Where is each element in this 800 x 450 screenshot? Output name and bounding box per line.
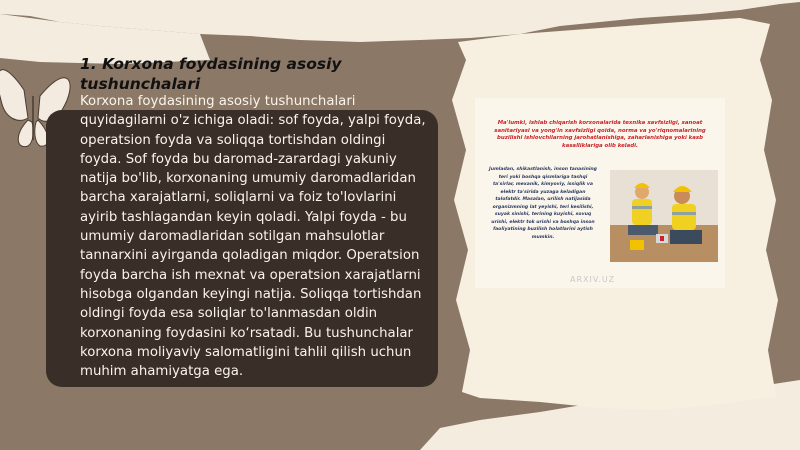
illustration-heading: Ma'lumki, ishlab chiqarish korxonalarida texnika xavfsizligi, sanoat sanitariyasi va yong'in xavfsizligi qoida, norma va yo'riqnomalarining buzilishi ishlovchilarning jarohatlanishiga, zaharlanishiga yoki kasb kasalliklariga olib keladi.: [494, 120, 706, 149]
illustration-body: Jumladan, shikastlanish, inson tanasining teri yoki boshqa qismlariga tashqi ta'sirlar, mexanik, kimyoviy, issiqlik va elektr ta'sirida yuzaga keladigan talofatdir. Masalan, urilish natijasida organizmning lat yeyishi, teri kesilishi, suyak sinishi, terining kuyishi, sovuq urishi, elektr tok urishi va boshqa inson faoliyatining buzilish holatlarini aytish mumkin.: [489, 167, 597, 240]
slide-title: 1. Korxona foydasining asosiy tushunchalari: [80, 55, 342, 93]
watermark: ARXIV.UZ: [570, 275, 616, 284]
safety-illustration: [475, 98, 725, 288]
injured-worker-image: [610, 170, 718, 262]
slide-body-text: Korxona foydasining asosiy tushunchalari quyidagilarni o'z ichiga oladi: sof foyda, yalpi foyda, operatsion foyda va soliqqa tortishdan oldingi foyda. Sof foyda bu daromad-zarardagi yakuniy natija bo'lib, korxonaning umumiy daromadlaridan barcha xarajatlarni, soliqlarni va foiz to'lovlarini ayirib tashlagandan keyin qoladi. Yalpi foyda - bu umumiy daromadlaridan sotilgan mahsulotlar tannarxini ayirganda qoladigan miqdor. Operatsion foyda barcha ish mexnat va operatsion xarajatlarni hisobga olgandan keyingi natija. Soliqqa tortishdan oldingi foyda esa soliqlar to'lanmasdan oldin korxonaning foydasini ko‘rsatadi. Bu tushunchalar korxona moliyaviy salomatligini tahlil qilish uchun muhim ahamiyatga ega.: [80, 94, 426, 380]
